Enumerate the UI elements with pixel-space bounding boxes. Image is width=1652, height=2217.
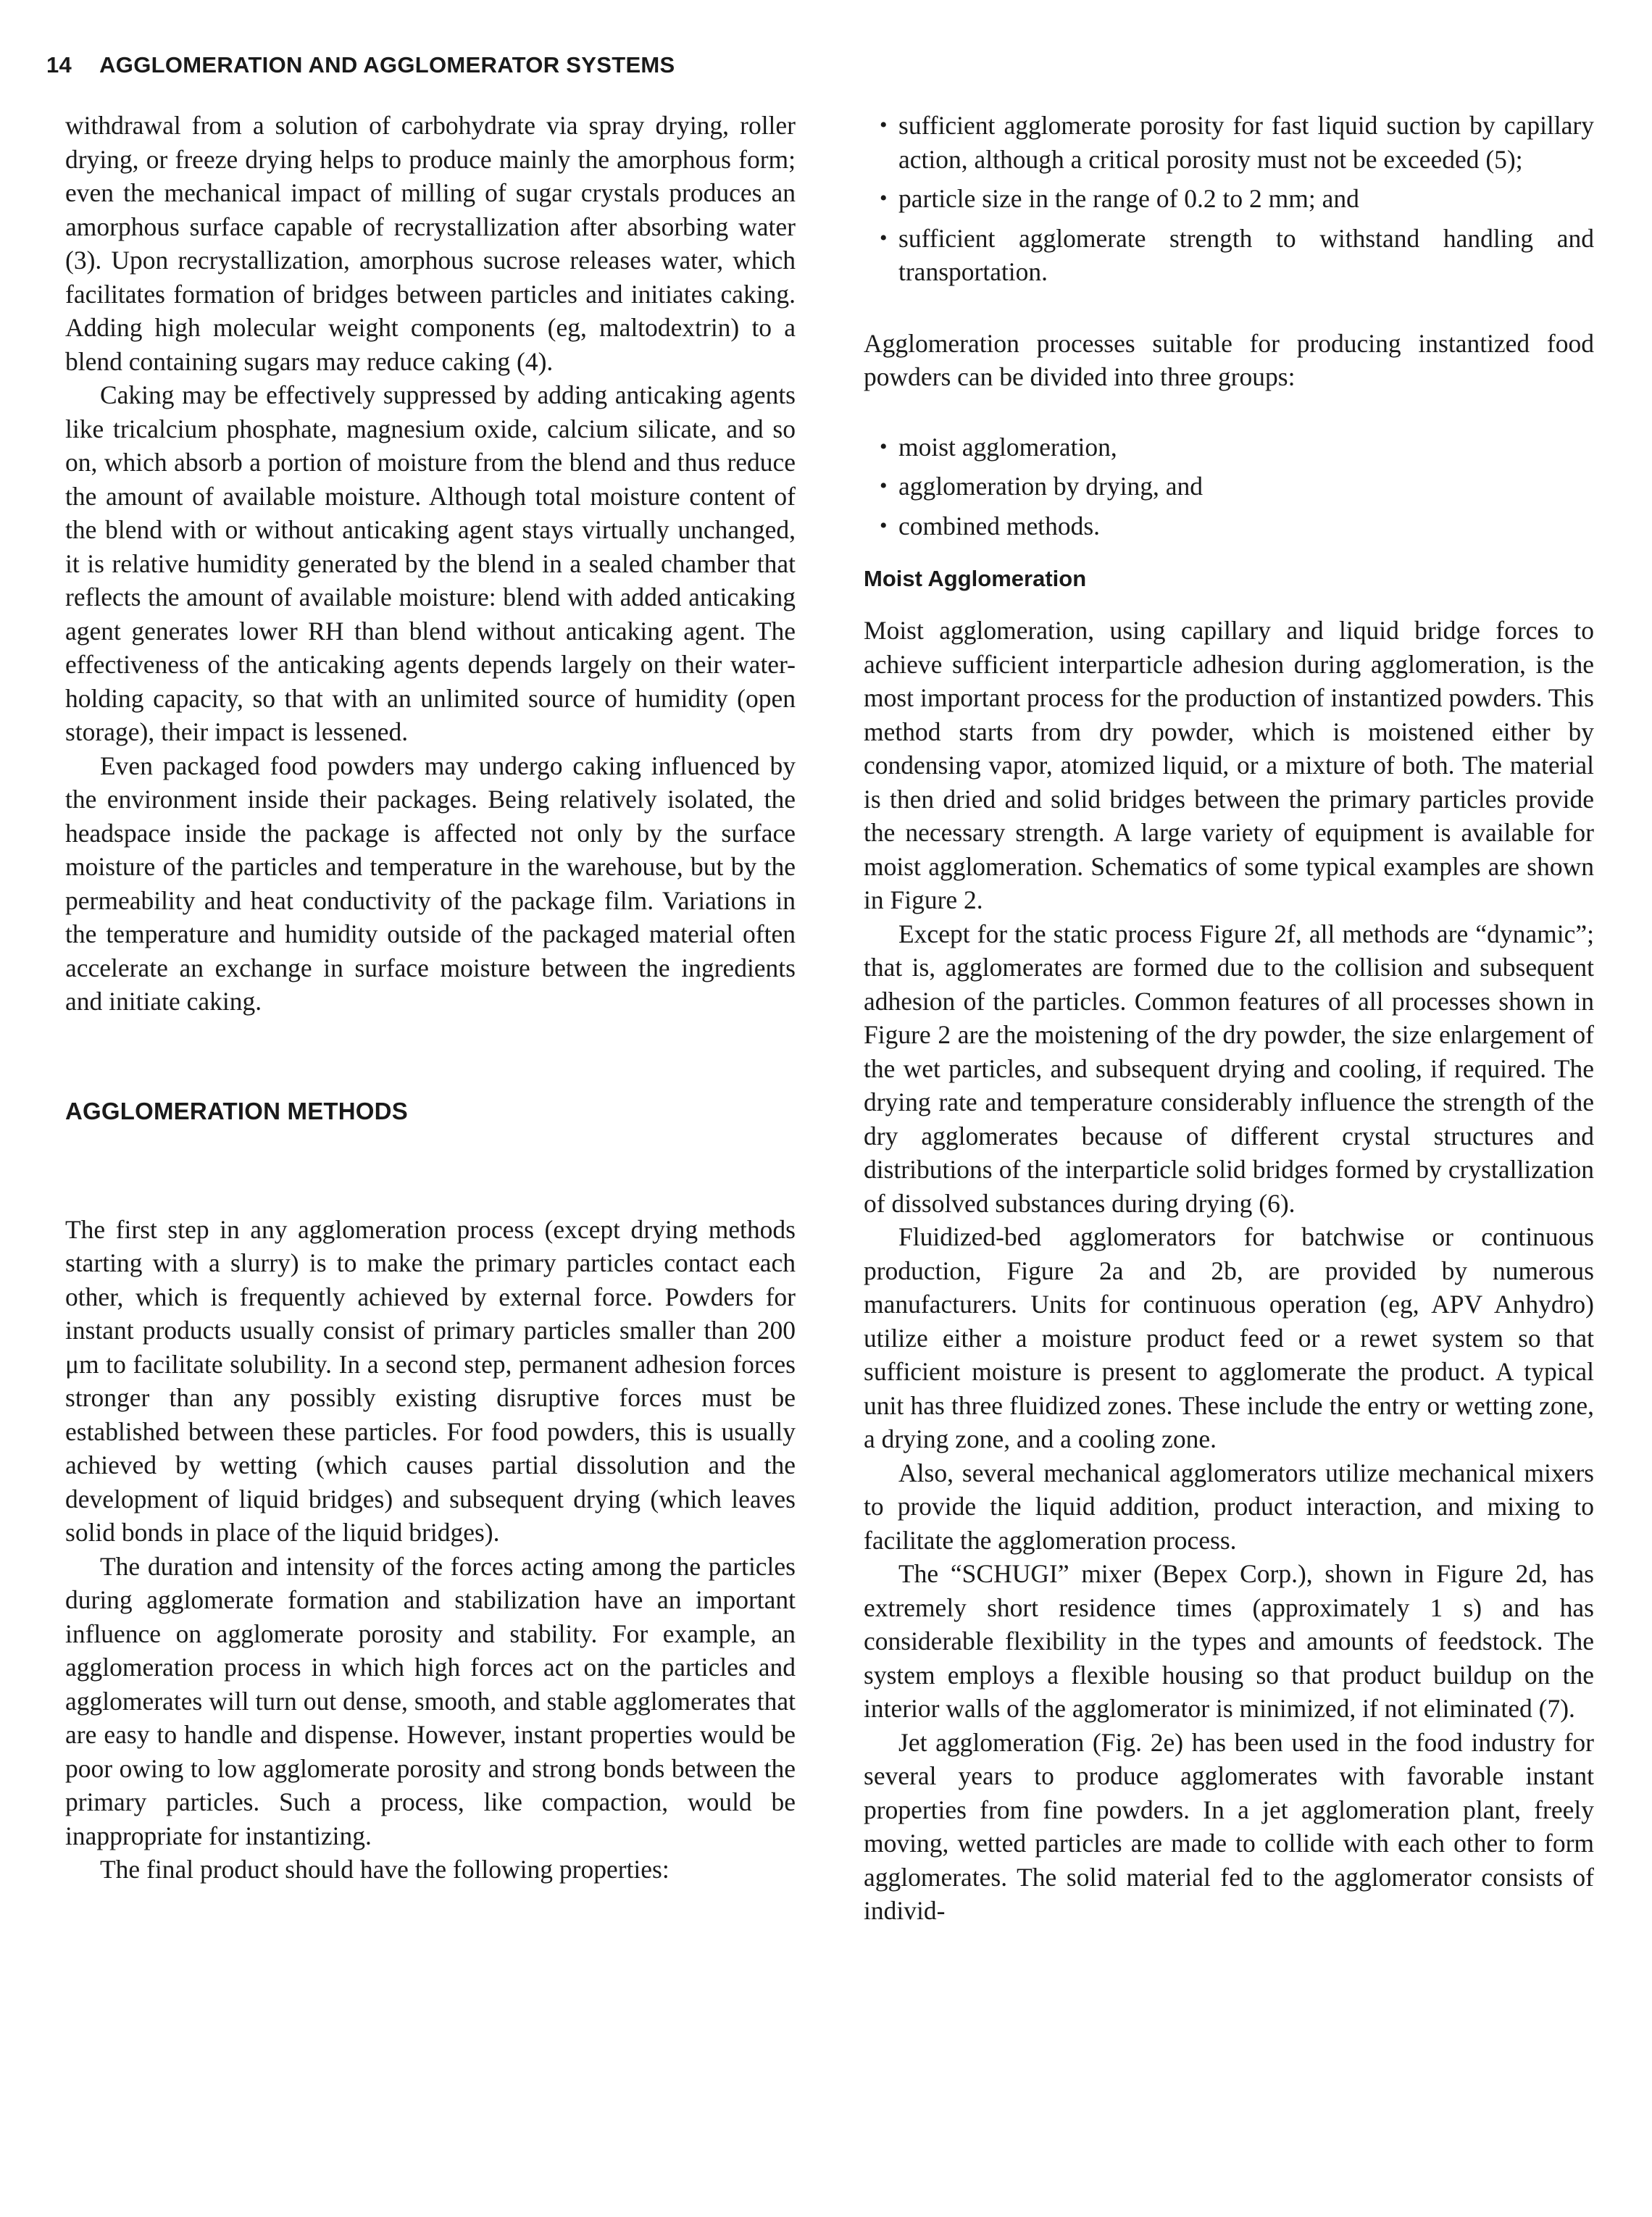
paragraph: The “SCHUGI” mixer (Bepex Corp.), shown in Figure 2d, has extremely short residence times (approximately 1 s) and has considerable flexibility in the types and amounts of feedstock. The system employs a flexible housing so that product buildup on the interior walls of the agglomerator is minimized, if not eliminated (7). bbox=[864, 1559, 1594, 1723]
paragraph: The duration and intensity of the forces acting among the particles during agglomerate formation and stabilization have an important influence on agglomerate porosity and stability. For example, an agglomeration process in which high forces act on the particles and agglomerates will turn out dense, smooth, and stable agglomerates that are easy to handle and dispense. However, instant properties would be poor owing to low agglomerate porosity and strong bonds between the primary particles. Such a process, like compaction, would be inappropriate for instantizing. bbox=[65, 1551, 796, 1850]
running-head bbox=[46, 52, 675, 78]
list-item: • sufficient agglomerate porosity for fast liquid suction by capillary action, although a critical porosity must not be exceeded (5); bbox=[864, 109, 1594, 176]
paragraph: Jet agglomeration (Fig. 2e) has been used in the food industry for several years to produce agglomerates with favorable instant properties from fine powders. In a jet agglomeration plant, freely moving, wetted particles are made to collide with each other to form agglomerates. The solid material fed to the agglomerator consists of individ- bbox=[864, 1727, 1594, 1925]
groups-list bbox=[864, 430, 1594, 543]
list-item: • sufficient agglomerate strength to withstand handling and transportation. bbox=[864, 222, 1594, 289]
paragraph: The final product should have the following properties: bbox=[100, 1855, 669, 1884]
paragraph: Agglomeration processes suitable for producing instantized food powders can be divided into three groups: bbox=[864, 328, 1594, 391]
paragraph: withdrawal from a solution of carbohydrate via spray drying, roller drying, or freeze drying helps to produce mainly the amorphous form; even the mechanical impact of milling of sugar crystals produces an amorphous surface capable of recrystallization after absorbing water (3). Upon recrystallization, amorphous sucrose releases water, which facilitates formation of bridges between particles and initiates caking. Adding high molecular weight components (eg, maltodextrin) to a blend containing sugars may reduce caking (4). bbox=[65, 111, 796, 376]
list-item: • particle size in the range of 0.2 to 2 mm; and bbox=[864, 182, 1594, 216]
list-item: • moist agglomeration, bbox=[864, 430, 1594, 464]
page-number: 14 bbox=[46, 52, 72, 78]
paragraph: Even packaged food powders may undergo caking influenced by the environment inside their packages. Being relatively isolated, the headspace inside the package is affected not only by the surface moisture of the particles and temperature in the warehouse, but by the permeability and heat conductivity of the package film. Variations in the temperature and humidity outside of the packaged material often accelerate an exchange in surface moisture between the ingredients and initiate caking. bbox=[65, 751, 796, 1016]
left-column bbox=[65, 109, 796, 1887]
right-column bbox=[864, 109, 1594, 1928]
list-item: • combined methods. bbox=[864, 509, 1594, 543]
list-item: • agglomeration by drying, and bbox=[864, 469, 1594, 504]
running-title: AGGLOMERATION AND AGGLOMERATOR SYSTEMS bbox=[99, 52, 675, 78]
properties-list bbox=[864, 109, 1594, 289]
paragraph: Caking may be effectively suppressed by adding anticaking agents like tricalcium phosphate, magnesium oxide, calcium silicate, and so on, which absorb a portion of moisture from the blend and thus reduce the amount of available moisture. Although total moisture content of the blend with or without anticaking agent stays virtually unchanged, it is relative humidity generated by the blend in a sealed chamber that reflects the amount of available moisture: blend with added anticaking agent generates lower RH than blend without anticaking agent. The effectiveness of the anticaking agents depends largely on their water-holding capacity, so that with an unlimited source of humidity (open storage), their impact is lessened. bbox=[65, 380, 796, 746]
paragraph: Moist agglomeration, using capillary and liquid bridge forces to achieve sufficient interparticle adhesion during agglomeration, is the most important process for the production of instantized powders. This method starts from dry powder, which is moistened either by condensing vapor, atomized liquid, or a mixture of both. The material is then dried and solid bridges between the primary particles provide the necessary strength. A large variety of equipment is available for moist agglomeration. Schematics of some typical examples are shown in Figure 2. bbox=[864, 616, 1594, 914]
paragraph: Also, several mechanical agglomerators utilize mechanical mixers to provide the liquid addition, product interaction, and mixing to facilitate the agglomeration process. bbox=[864, 1458, 1594, 1555]
section-heading: AGGLOMERATION METHODS bbox=[65, 1097, 408, 1124]
paragraph: Except for the static process Figure 2f, all methods are “dynamic”; that is, agglomerates are formed due to the collision and subsequent adhesion of the particles. Common features of all processes shown in Figure 2 are the moistening of the dry powder, the size enlargement of the wet particles, and subsequent drying and cooling, if required. The drying rate and temperature considerably influence the strength of the dry agglomerates because of different crystal structures and distributions of the interparticle solid bridges formed by crystallization of dissolved substances during drying (6). bbox=[864, 919, 1594, 1218]
paragraph: Fluidized-bed agglomerators for batchwise or continuous production, Figure 2a and 2b, are provided by numerous manufacturers. Units for continuous operation (eg, APV Anhydro) utilize either a moisture product feed or a rewet system so that sufficient moisture is present to agglomerate the product. A typical unit has three fluidized zones. These include the entry or wetting zone, a drying zone, and a cooling zone. bbox=[864, 1222, 1594, 1453]
paragraph: The first step in any agglomeration process (except drying methods starting with a slurry) is to make the primary particles contact each other, which is frequently achieved by external force. Powders for instant products usually consist of primary particles smaller than 200 μm to facilitate solubility. In a second step, permanent adhesion forces stronger than any possibly existing disruptive forces must be established between these particles. For food powders, this is usually achieved by wetting (which causes partial dissolution and the development of liquid bridges) and subsequent drying (which leaves solid bonds in place of the liquid bridges). bbox=[65, 1214, 796, 1547]
subsection-heading: Moist Agglomeration bbox=[864, 566, 1087, 591]
